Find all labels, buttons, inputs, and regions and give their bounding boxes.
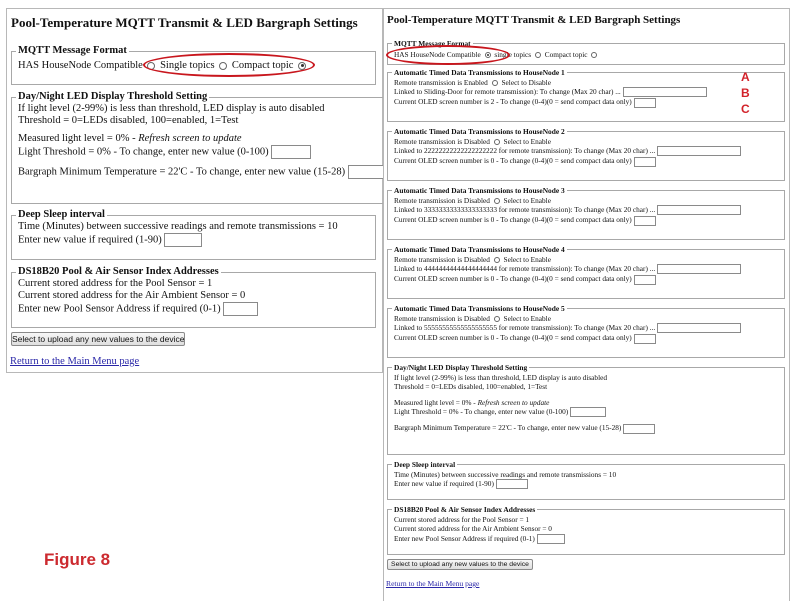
upload-button[interactable]: Select to upload any new values to the device: [387, 559, 533, 570]
annotation-letter-a: A: [741, 70, 750, 84]
housenode-legend: Automatic Timed Data Transmissions to HouseNode 4: [394, 245, 565, 254]
deep-sleep-legend: Deep Sleep interval: [394, 460, 456, 469]
linked-name-label: Linked to 55555555555555555555 for remote transmission): To change (Max 20 char) ...: [394, 323, 656, 332]
pool-sensor-address: Current stored address for the Pool Sensor = 1: [394, 514, 530, 524]
oled-screen-label: Current OLED screen number is 0 - To change (0-4)(0 = send compact data only): [394, 274, 632, 284]
pool-sensor-address-label: Enter new Pool Sensor Address if required (0-1): [394, 533, 535, 543]
threshold-info: If light level (2-99%) is less than threshold, LED display is auto disabled: [18, 103, 325, 114]
housenode-legend: Automatic Timed Data Transmissions to HouseNode 2: [394, 127, 565, 136]
return-main-menu-link[interactable]: Return to the Main Menu page: [386, 579, 480, 588]
sensor-address-group: [11, 266, 376, 328]
deep-sleep-input[interactable]: [496, 479, 528, 489]
pool-sensor-address-input[interactable]: [223, 302, 258, 316]
housenode-legend: Automatic Timed Data Transmissions to HouseNode 1: [394, 68, 565, 77]
housenode-4-group: [387, 245, 785, 299]
air-sensor-address: Current stored address for the Air Ambient Sensor = 0: [18, 290, 246, 301]
bargraph-min-temp-label: Bargraph Minimum Temperature = 22'C - To change, enter new value (15-28): [394, 423, 622, 433]
single-topics-radio[interactable]: [535, 52, 541, 58]
housenode-1-group: [387, 68, 785, 122]
transmission-toggle-radio[interactable]: [492, 80, 498, 86]
sensor-address-legend: DS18B20 Pool & Air Sensor Index Addresses: [394, 505, 536, 514]
sensor-address-legend: DS18B20 Pool & Air Sensor Index Addresses: [18, 266, 219, 277]
linked-name-input[interactable]: [623, 87, 707, 97]
has-housenode-label: HAS HouseNode Compatible: [18, 60, 143, 71]
transmission-toggle-label: Select to Disable: [501, 77, 551, 87]
has-housenode-label: HAS HouseNode Compatible: [394, 49, 481, 59]
light-threshold-label: Light Threshold = 0% - To change, enter new value (0-100): [394, 407, 569, 416]
mqtt-format-legend: MQTT Message Format: [18, 45, 127, 56]
deep-sleep-info: Time (Minutes) between successive readings and remote transmissions = 10: [18, 221, 338, 232]
page-title: Pool-Temperature MQTT Transmit & LED Bargraph Settings: [387, 14, 681, 26]
linked-name-label: Linked to 44444444444444444444 for remote transmission): To change (Max 20 char) ...: [394, 264, 656, 273]
return-main-menu-link[interactable]: Return to the Main Menu page: [10, 356, 140, 367]
refresh-hint: Refresh screen to update: [138, 133, 242, 144]
light-threshold-input[interactable]: [570, 407, 606, 417]
oled-screen-input[interactable]: [634, 216, 656, 226]
light-threshold-input[interactable]: [271, 145, 311, 159]
transmission-toggle-radio[interactable]: [494, 316, 500, 322]
transmission-status: Remote transmission is Disabled: [394, 195, 490, 205]
daynight-legend: Day/Night LED Display Threshold Setting: [394, 363, 528, 372]
oled-screen-label: Current OLED screen number is 2 - To change (0-4)(0 = send compact data only): [394, 97, 632, 107]
housenode-3-group: [387, 186, 785, 240]
transmission-toggle-radio[interactable]: [494, 139, 500, 145]
single-topics-label: Single topics: [160, 60, 215, 71]
transmission-status: Remote transmission is Disabled: [394, 254, 490, 264]
mqtt-format-legend: MQTT Message Format: [394, 39, 471, 48]
deep-sleep-label: Enter new value if required (1-90): [18, 234, 162, 246]
threshold-info: If light level (2-99%) is less than threshold, LED display is auto disabled: [394, 372, 607, 382]
pool-sensor-address: Current stored address for the Pool Sensor = 1: [18, 278, 213, 289]
deep-sleep-info: Time (Minutes) between successive readings and remote transmissions = 10: [394, 469, 617, 479]
light-threshold-label: Light Threshold = 0% - To change, enter new value (0-100): [18, 146, 269, 158]
compact-topic-label: Compact topic: [544, 49, 588, 59]
annotation-oval-housenode: [386, 45, 510, 65]
refresh-hint: Refresh screen to update: [477, 397, 550, 407]
linked-name-label: Linked to 33333333333333333333 for remote transmission): To change (Max 20 char) ...: [394, 205, 656, 214]
transmission-toggle-label: Select to Enable: [503, 313, 551, 323]
transmission-toggle-label: Select to Enable: [503, 136, 551, 146]
housenode-legend: Automatic Timed Data Transmissions to HouseNode 3: [394, 186, 565, 195]
oled-screen-input[interactable]: [634, 157, 656, 167]
linked-name-input[interactable]: [657, 205, 741, 215]
settings-page-housenode: [383, 8, 790, 601]
threshold-modes: Threshold = 0=LEDs disabled, 100=enabled, 1=Test: [18, 115, 239, 126]
linked-name-label: Linked to Sliding-Door for remote transmission): To change (Max 20 char) ...: [394, 87, 621, 96]
deep-sleep-legend: Deep Sleep interval: [18, 209, 105, 220]
pool-sensor-address-input[interactable]: [537, 534, 565, 544]
threshold-modes: Threshold = 0=LEDs disabled, 100=enabled, 1=Test: [394, 382, 548, 391]
deep-sleep-group: [11, 209, 376, 260]
linked-name-label: Linked to 22222222222222222222 for remote transmission): To change (Max 20 char) ...: [394, 146, 656, 155]
bargraph-min-temp-input[interactable]: [623, 424, 655, 434]
figure-label: Figure 8: [44, 550, 111, 569]
transmission-toggle-radio[interactable]: [494, 198, 500, 204]
transmission-toggle-label: Select to Enable: [503, 254, 551, 264]
daynight-legend: Day/Night LED Display Threshold Setting: [18, 91, 208, 102]
linked-name-input[interactable]: [657, 264, 741, 274]
annotation-letter-c: C: [741, 102, 750, 116]
housenode-5-group: [387, 304, 785, 358]
linked-name-input[interactable]: [657, 146, 741, 156]
measured-light-level: Measured light level = 0% -: [394, 397, 478, 407]
oled-screen-input[interactable]: [634, 275, 656, 285]
compact-topic-radio[interactable]: [591, 52, 597, 58]
annotation-oval-compact: [143, 53, 315, 77]
oled-screen-input[interactable]: [634, 98, 656, 108]
oled-screen-input[interactable]: [634, 334, 656, 344]
single-topics-label: single topics: [494, 49, 532, 59]
daynight-threshold-group: [387, 363, 785, 455]
deep-sleep-group: [387, 460, 785, 500]
deep-sleep-label: Enter new value if required (1-90): [394, 479, 494, 488]
pool-sensor-address-label: Enter new Pool Sensor Address if required (0-1): [18, 303, 221, 315]
transmission-toggle-radio[interactable]: [494, 257, 500, 263]
transmission-toggle-label: Select to Enable: [503, 195, 551, 205]
measured-light-level: Measured light level = 0% -: [18, 133, 139, 144]
oled-screen-label: Current OLED screen number is 0 - To change (0-4)(0 = send compact data only): [394, 156, 632, 166]
page-title: Pool-Temperature MQTT Transmit & LED Bargraph Settings: [11, 15, 358, 30]
air-sensor-address: Current stored address for the Air Ambient Sensor = 0: [394, 524, 552, 533]
compact-topic-label: Compact topic: [231, 60, 294, 71]
transmission-status: Remote transmission is Disabled: [394, 313, 490, 323]
annotation-letter-b: B: [741, 86, 750, 100]
bargraph-min-temp-label: Bargraph Minimum Temperature = 22'C - To change, enter new value (15-28): [18, 166, 346, 178]
linked-name-input[interactable]: [657, 323, 741, 333]
bargraph-min-temp-input[interactable]: [348, 165, 386, 179]
deep-sleep-input[interactable]: [164, 233, 202, 247]
transmission-status: Remote transmission is Enabled: [394, 77, 488, 87]
oled-screen-label: Current OLED screen number is 0 - To change (0-4)(0 = send compact data only): [394, 333, 632, 343]
oled-screen-label: Current OLED screen number is 0 - To change (0-4)(0 = send compact data only): [394, 215, 632, 225]
sensor-address-group: [387, 505, 785, 555]
transmission-status: Remote transmission is Disabled: [394, 136, 490, 146]
housenode-legend: Automatic Timed Data Transmissions to HouseNode 5: [394, 304, 565, 313]
upload-button[interactable]: Select to upload any new values to the device: [12, 334, 185, 344]
housenode-2-group: [387, 127, 785, 181]
daynight-threshold-group: [11, 91, 387, 204]
